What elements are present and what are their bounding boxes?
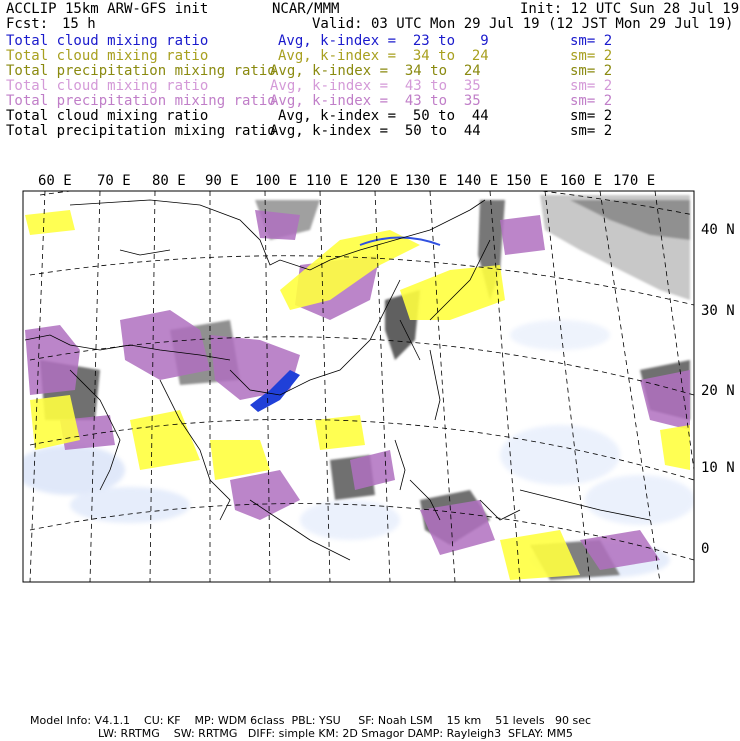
latitude-axis bbox=[701, 222, 735, 557]
longitude-label: 70 E bbox=[97, 173, 131, 189]
field-kindex: Avg, k-index = 23 to 9 bbox=[278, 33, 489, 49]
field-name: Total precipitation mixing ratio bbox=[6, 123, 276, 139]
field-kindex: Avg, k-index = 34 to 24 bbox=[278, 48, 489, 64]
model-info-line2: LW: RRTMG SW: RRTMG DIFF: simple KM: 2D Smagor DAMP: Rayleigh3 SFLAY: MM5 bbox=[98, 727, 573, 740]
forecast-hour: 15 h bbox=[62, 16, 96, 32]
center-title: NCAR/MMM bbox=[272, 1, 340, 17]
longitude-label: 140 E bbox=[456, 173, 499, 189]
field-smoothing: sm= 2 bbox=[570, 93, 613, 109]
latitude-label: 0 bbox=[701, 541, 710, 557]
longitude-label: 60 E bbox=[38, 173, 72, 189]
field-kindex: Avg, k-index = 34 to 24 bbox=[270, 63, 481, 79]
model-info-line1: Model Info: V4.1.1 CU: KF MP: WDM 6class PBL: YSU SF: Noah LSM 15 km 51 levels 90 sec bbox=[30, 714, 592, 727]
model-title: ACCLIP 15km ARW-GFS init bbox=[6, 1, 209, 17]
field-name: Total cloud mixing ratio bbox=[6, 48, 209, 64]
longitude-label: 100 E bbox=[255, 173, 298, 189]
field-smoothing: sm= 2 bbox=[570, 123, 613, 139]
longitude-axis bbox=[38, 173, 655, 189]
forecast-label: Fcst: bbox=[6, 16, 49, 32]
init-time: Init: 12 UTC Sun 28 Jul 19 bbox=[520, 1, 740, 17]
field-kindex: Avg, k-index = 50 to 44 bbox=[270, 123, 481, 139]
longitude-label: 160 E bbox=[560, 173, 603, 189]
field-smoothing: sm= 2 bbox=[570, 33, 613, 49]
longitude-label: 110 E bbox=[306, 173, 349, 189]
field-kindex: Avg, k-index = 50 to 44 bbox=[278, 108, 489, 124]
longitude-label: 80 E bbox=[152, 173, 186, 189]
longitude-label: 120 E bbox=[356, 173, 399, 189]
latitude-label: 10 N bbox=[701, 460, 735, 476]
field-name: Total cloud mixing ratio bbox=[6, 78, 209, 94]
longitude-label: 150 E bbox=[506, 173, 549, 189]
field-smoothing: sm= 2 bbox=[570, 48, 613, 64]
field-smoothing: sm= 2 bbox=[570, 108, 613, 124]
field-smoothing: sm= 2 bbox=[570, 78, 613, 94]
latitude-label: 30 N bbox=[701, 303, 735, 319]
latitude-label: 40 N bbox=[701, 222, 735, 238]
field-name: Total precipitation mixing ratio bbox=[6, 63, 276, 79]
field-smoothing: sm= 2 bbox=[570, 63, 613, 79]
field-name: Total cloud mixing ratio bbox=[6, 108, 209, 124]
field-name: Total cloud mixing ratio bbox=[6, 33, 209, 49]
valid-time: Valid: 03 UTC Mon 29 Jul 19 (12 JST Mon 29 Jul 19) bbox=[312, 16, 734, 32]
longitude-label: 170 E bbox=[613, 173, 656, 189]
latitude-label: 20 N bbox=[701, 383, 735, 399]
longitude-label: 130 E bbox=[405, 173, 448, 189]
field-name: Total precipitation mixing ratio bbox=[6, 93, 276, 109]
field-kindex: Avg, k-index = 43 to 35 bbox=[270, 93, 481, 109]
field-kindex: Avg, k-index = 43 to 35 bbox=[270, 78, 481, 94]
longitude-label: 90 E bbox=[205, 173, 239, 189]
